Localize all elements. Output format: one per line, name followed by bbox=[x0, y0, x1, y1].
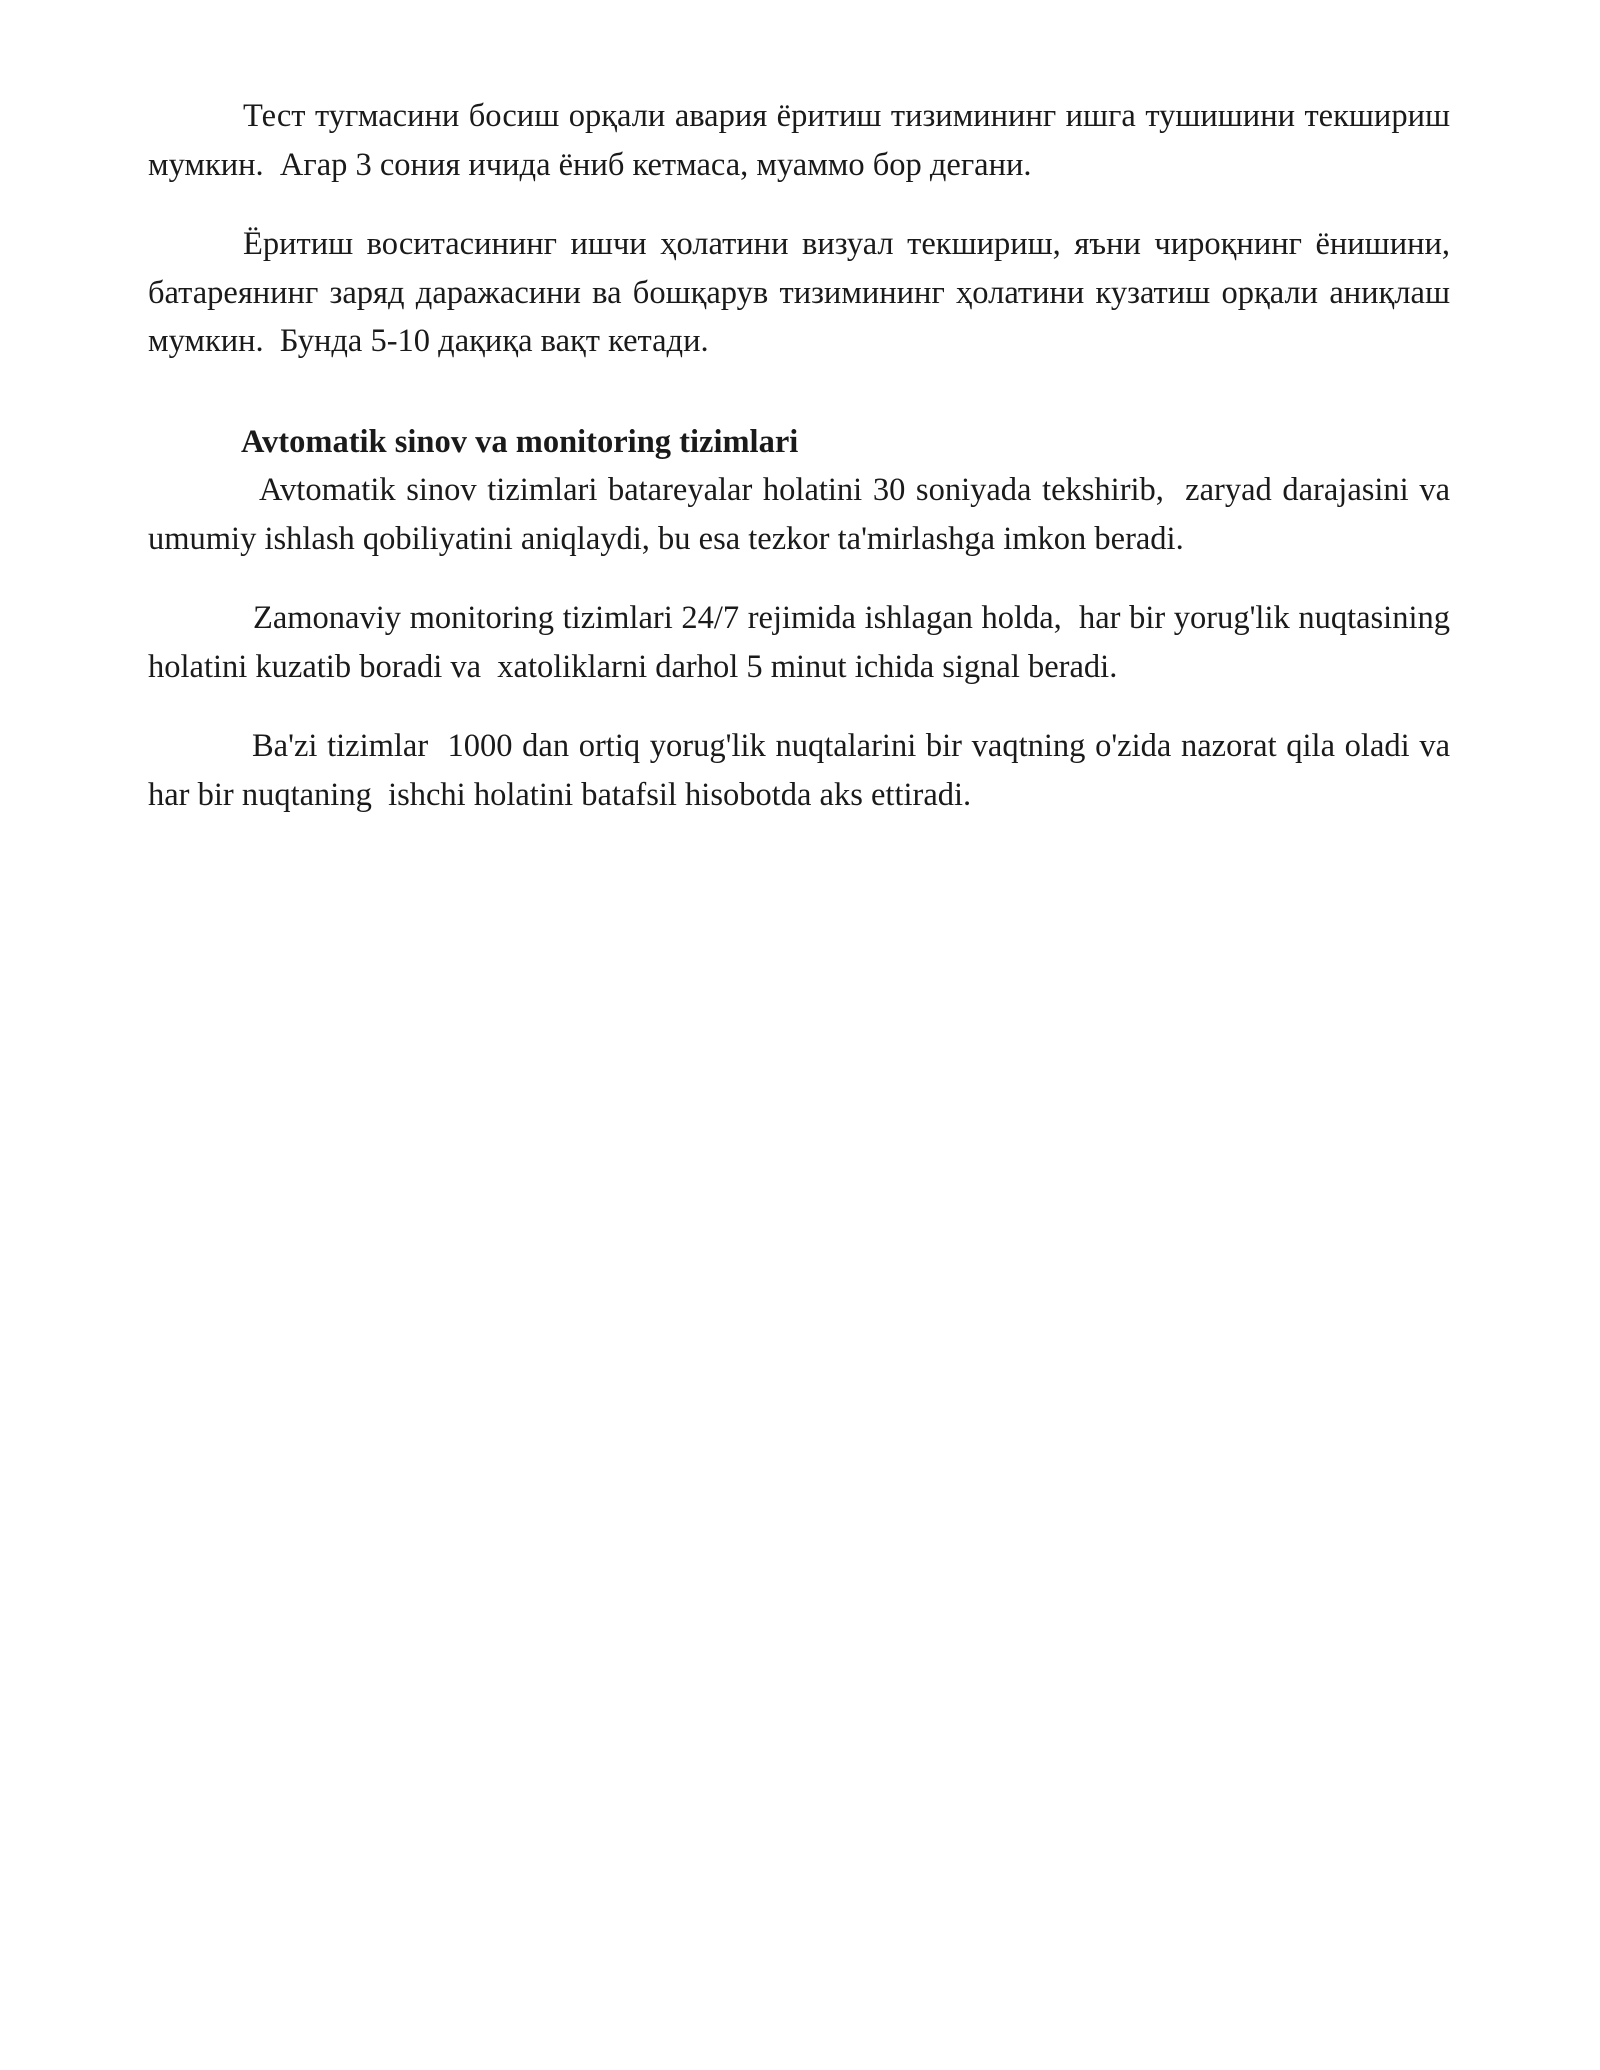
document-body bbox=[148, 92, 1467, 819]
section-heading: Avtomatik sinov va monitoring tizimlari bbox=[241, 423, 799, 460]
paragraph-visual-check: Ёритиш воситасининг ишчи ҳолатини визуал текшириш, яъни чироқнинг ёнишини, батареянинг заряд даражасини ва бошқарув тизимининг ҳолатини кузатиш орқали аниқлаш мумкин. Бунда 5-10 дақиқа вақт кетади. bbox=[148, 226, 1459, 359]
paragraph-multi-point-control: Ba'zi tizimlar 1000 dan ortiq yorug'lik nuqtalarini bir vaqtning o'zida nazorat qila oladi va har bir nuqtaning ishchi holatini batafsil hisobotda aks ettiradi. bbox=[148, 728, 1467, 813]
paragraph-monitoring: Zamonaviy monitoring tizimlari 24/7 rejimida ishlagan holda, har bir yorug'lik nuqtasining holatini kuzatib boradi va xatoliklarni darhol 5 minut ichida signal beradi. bbox=[148, 600, 1459, 685]
paragraph-test-button: Тест тугмасини босиш орқали авария ёритиш тизимининг ишга тушишини текшириш мумкин. Агар 3 сония ичида ёниб кетмаса, муаммо бор дегани. bbox=[148, 98, 1459, 183]
paragraph-automatic-testing: Avtomatik sinov tizimlari batareyalar holatini 30 soniyada tekshirib, zaryad darajasini va umumiy ishlash qobiliyatini aniqlaydi, bu esa tezkor ta'mirlashga imkon beradi. bbox=[148, 472, 1459, 557]
